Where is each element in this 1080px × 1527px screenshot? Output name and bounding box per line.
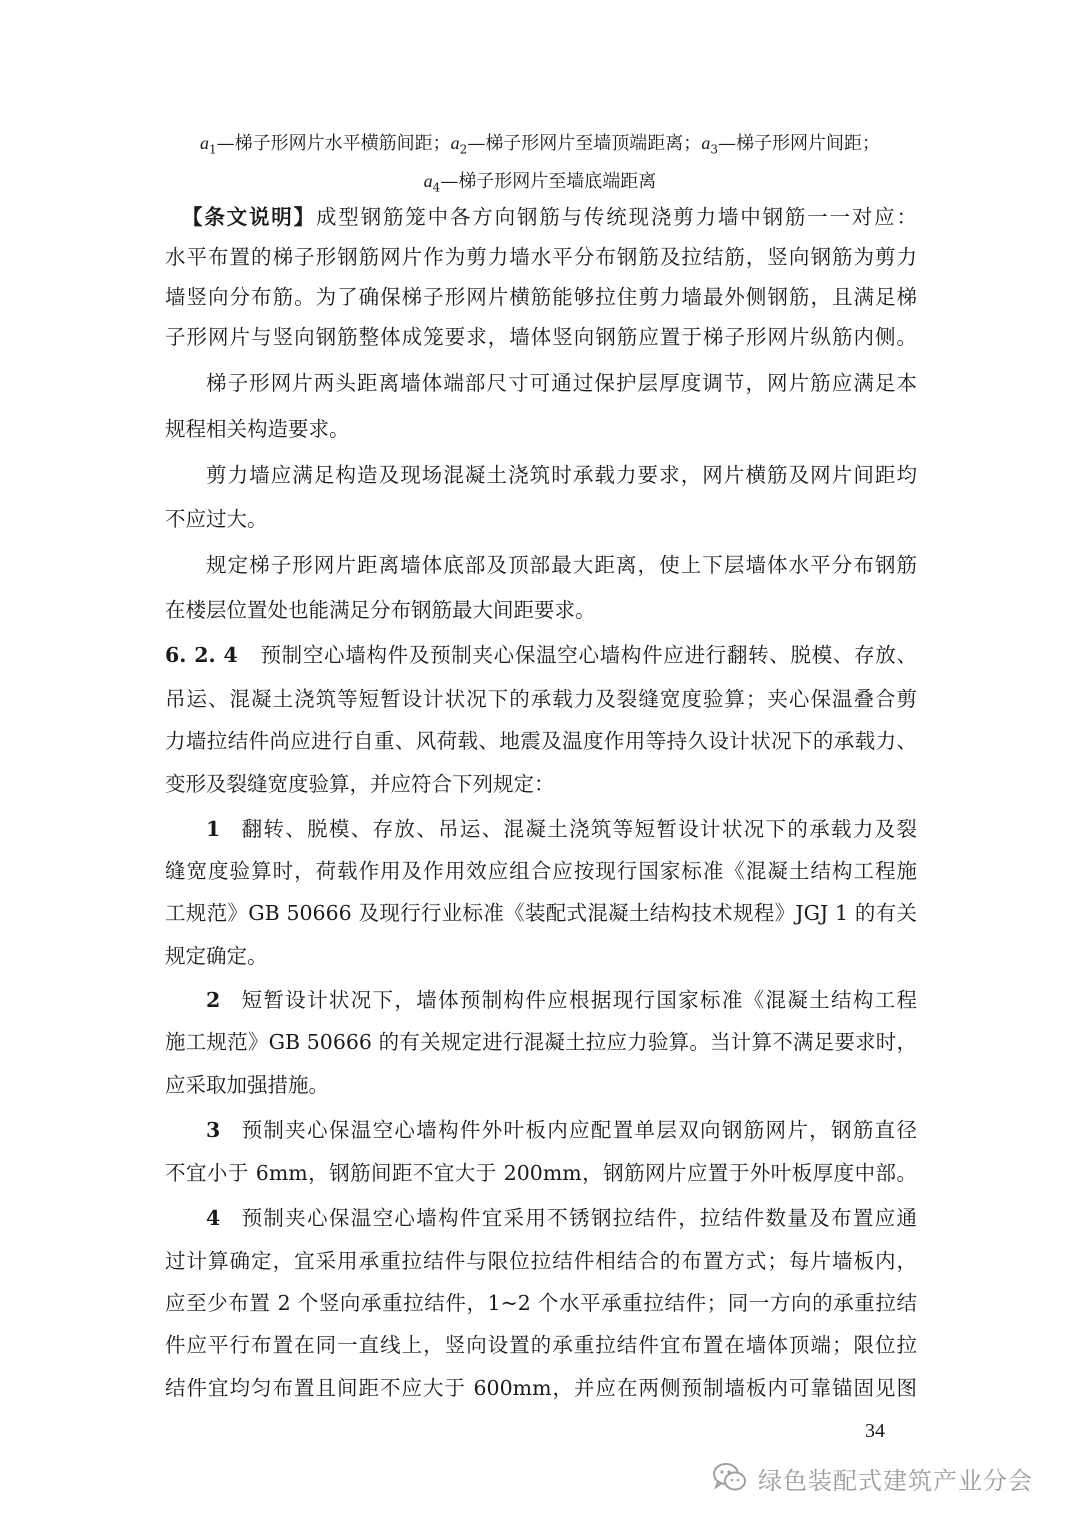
text-line (206, 370, 917, 396)
item-number: 3 (206, 1118, 221, 1142)
line-text: 规定确定。 (165, 944, 268, 968)
line-text: 施工规范》GB 50666 的有关规定进行混凝土拉应力验算。当计算不满足要求时， (165, 1030, 917, 1054)
item-number: 4 (206, 1206, 221, 1230)
text-line (165, 416, 917, 442)
figure-caption-line-1 (160, 131, 920, 162)
text-line (165, 1332, 917, 1358)
text-line (206, 987, 917, 1013)
text-line (165, 728, 917, 754)
text-line (206, 1117, 917, 1143)
line-text: 成型钢筋笼中各方向钢筋与传统现浇剪力墙中钢筋一一对应： (315, 205, 917, 229)
line-text: 变形及裂缝宽度验算，并应符合下列规定： (165, 772, 555, 796)
watermark (712, 1458, 1033, 1498)
clause-number: 6. 2. 4 (165, 643, 238, 667)
text-line (165, 1160, 917, 1186)
item-number: 2 (206, 988, 221, 1012)
line-text: 吊运、混凝土浇筑等短暂设计状况下的承载力及裂缝宽度验算；夹心保温叠合剪 (165, 687, 917, 711)
line-text: 结件宜均匀布置且间距不应大于 600mm，并应在两侧预制墙板内可靠锚固见图 (165, 1376, 917, 1400)
line-text: 缝宽度验算时，荷载作用及作用效应组合应按现行国家标准《混凝土结构工程施 (165, 859, 917, 883)
line-text: 水平布置的梯子形钢筋网片作为剪力墙水平分布钢筋及拉结筋，竖向钢筋为剪力 (165, 245, 917, 269)
line-text: 规程相关构造要求。 (165, 417, 350, 441)
text-line (165, 1072, 917, 1098)
line-text: 子形网片与竖向钢筋整体成笼要求，墙体竖向钢筋应置于梯子形网片纵筋内侧。 (165, 325, 917, 349)
line-text: 规定梯子形网片距离墙体底部及顶部最大距离，使上下层墙体水平分布钢筋 (206, 553, 917, 577)
line-text: 力墙拉结件尚应进行自重、风荷载、地震及温度作用等持久设计状况下的承载力、 (165, 729, 917, 753)
text-line (165, 1290, 917, 1316)
text-line (165, 1029, 917, 1055)
line-text: 过计算确定，宜采用承重拉结件与限位拉结件相结合的布置方式；每片墙板内， (165, 1249, 917, 1273)
line-text: 预制夹心保温空心墙构件外叶板内应配置单层双向钢筋网片，钢筋直径 (240, 1118, 917, 1142)
text-line (165, 642, 917, 668)
item-number: 1 (206, 817, 221, 841)
caption-item: $a_3—$梯子形网片间距； (701, 133, 880, 157)
text-line (206, 1205, 917, 1231)
caption-item: $a_1—$梯子形网片水平横筋间距； (200, 133, 451, 157)
wechat-icon (712, 1462, 748, 1494)
line-text: 不应过大。 (165, 507, 268, 531)
line-text: 墙竖向分布筋。为了确保梯子形网片横筋能够拉住剪力墙最外侧钢筋，且满足梯 (165, 285, 917, 309)
explanation-label: 【条文说明】 (182, 205, 316, 229)
text-line (165, 284, 917, 310)
line-text: 预制夹心保温空心墙构件宜采用不锈钢拉结件，拉结件数量及布置应通 (240, 1206, 917, 1230)
text-line (165, 900, 917, 926)
line-text: 应采取加强措施。 (165, 1073, 329, 1097)
line-text: 在楼层位置处也能满足分布钢筋最大间距要求。 (165, 598, 596, 622)
text-line (206, 552, 917, 578)
text-line (206, 462, 917, 488)
text-line (165, 324, 917, 350)
line-text: 梯子形网片两头距离墙体端部尺寸可通过保护层厚度调节，网片筋应满足本 (206, 371, 917, 395)
line-text: 件应平行布置在同一直线上，竖向设置的承重拉结件宜布置在墙体顶端；限位拉 (165, 1333, 917, 1357)
text-line (165, 858, 917, 884)
line-text: 不宜小于 6mm，钢筋间距不宜大于 200mm，钢筋网片应置于外叶板厚度中部。 (165, 1161, 917, 1185)
text-line (206, 816, 917, 842)
text-line (165, 244, 917, 270)
text-line (165, 686, 917, 712)
line-text: 工规范》GB 50666 及现行行业标准《装配式混凝土结构技术规程》JGJ 1 的有关 (165, 901, 917, 925)
line-text: 翻转、脱模、存放、吊运、混凝土浇筑等短暂设计状况下的承载力及裂 (240, 817, 917, 841)
text-line (165, 943, 917, 969)
watermark-text: 绿色装配式建筑产业分会 (758, 1466, 1033, 1495)
line-text: 剪力墙应满足构造及现场混凝土浇筑时承载力要求，网片横筋及网片间距均 (206, 463, 917, 487)
text-line (165, 597, 917, 623)
text-line (182, 204, 917, 230)
figure-caption-line-2: $a_4—$梯子形网片至墙底端距离 (423, 171, 657, 195)
text-line (165, 1375, 917, 1401)
text-line (165, 1248, 917, 1274)
line-text: 应至少布置 2 个竖向承重拉结件，1~2 个水平承重拉结件；同一方向的承重拉结 (165, 1291, 917, 1315)
caption-item: $a_2—$梯子形网片至墙顶端距离； (450, 133, 702, 157)
text-line (165, 506, 917, 532)
page-number: 34 (865, 1420, 885, 1442)
line-text: 短暂设计状况下，墙体预制构件应根据现行国家标准《混凝土结构工程 (240, 988, 917, 1012)
text-line (165, 771, 917, 797)
line-text: 预制空心墙构件及预制夹心保温空心墙构件应进行翻转、脱模、存放、 (259, 643, 917, 667)
